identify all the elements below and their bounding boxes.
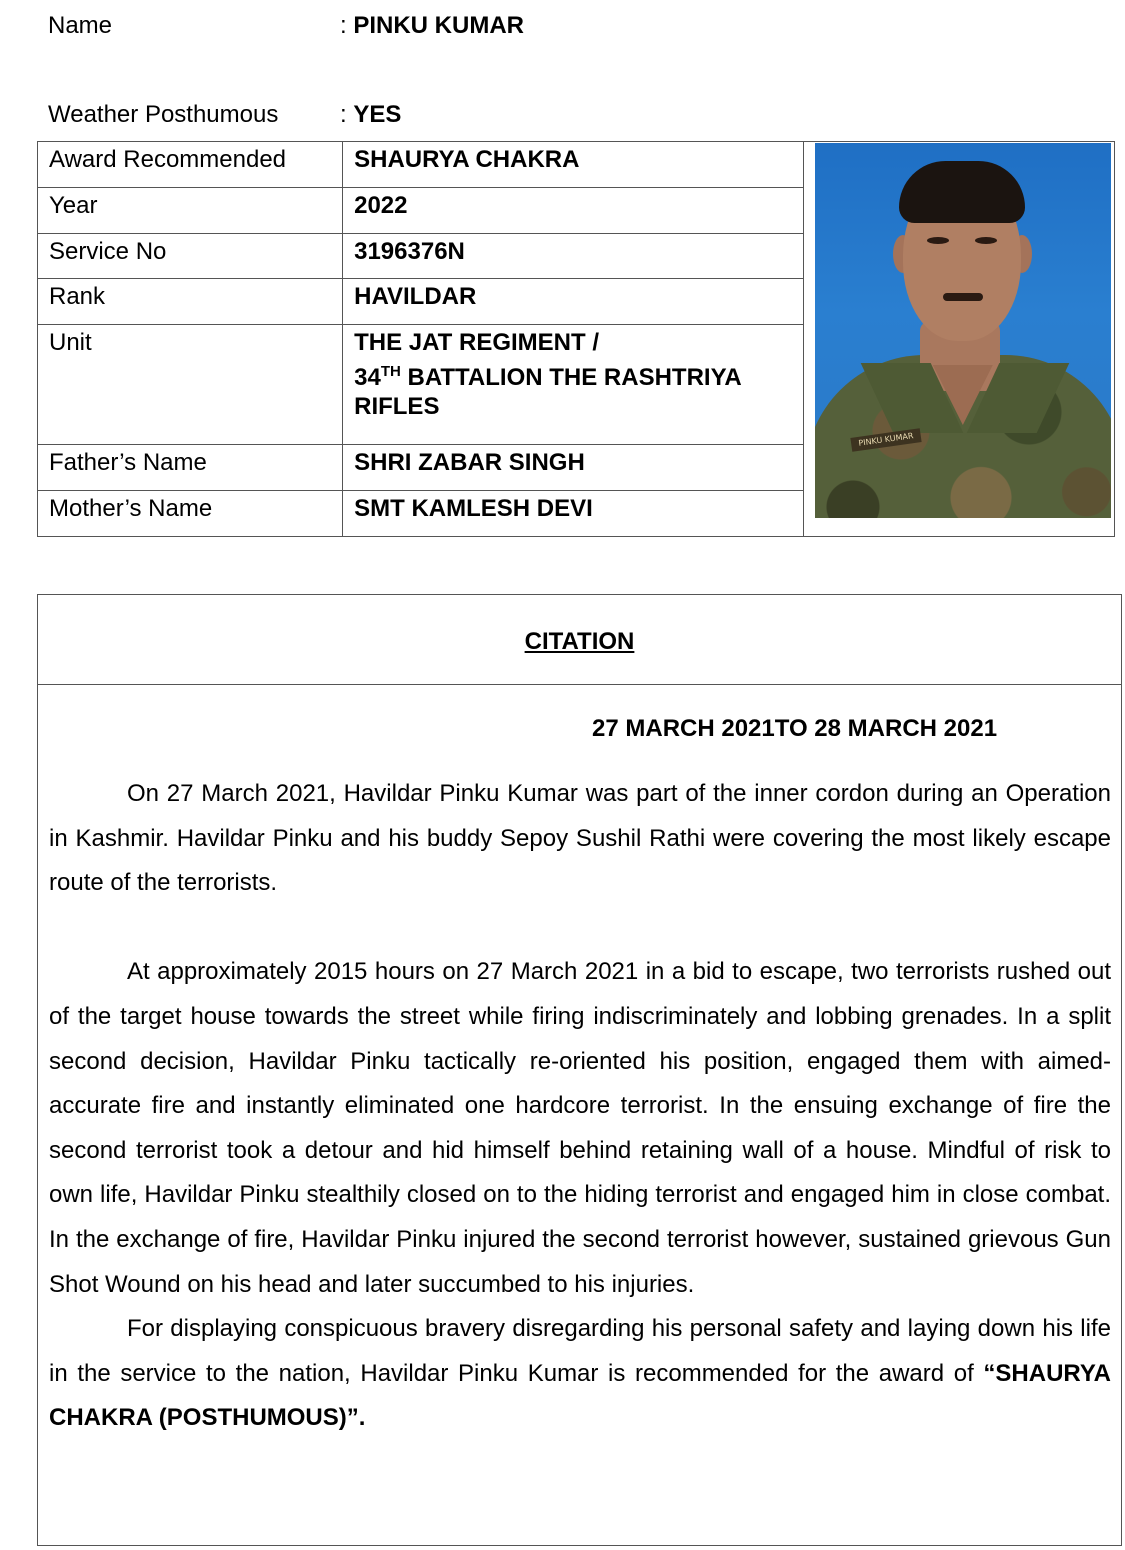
mother-name-label: Mother’s Name <box>38 491 343 537</box>
citation-box <box>37 594 1122 1546</box>
unit-value <box>343 325 804 445</box>
unit-line-3: RIFLES <box>354 393 440 420</box>
posthumous-colon: : <box>340 101 354 128</box>
citation-paragraph-3: For displaying conspicuous bravery disregarding his personal safety and laying down his life in the service to the nation, Havildar Pinku Kumar is recommended for the award of “SHAURYA CHAKRA (POSTHUMOUS)”. <box>49 1315 1111 1432</box>
rank-value: HAVILDAR <box>343 279 804 325</box>
citation-paragraph-1: On 27 March 2021, Havildar Pinku Kumar was part of the inner cordon during an Operation in Kashmir. Havildar Pinku and his buddy Sepoy Sushil Rathi were covering the most likely escape route of the terrorists. <box>49 780 1111 897</box>
photo-name-tag: PINKU KUMAR <box>850 428 921 452</box>
father-name-label: Father’s Name <box>38 445 343 491</box>
citation-award-text: “SHAURYA CHAKRA (POSTHUMOUS)”. <box>49 1359 1111 1432</box>
award-value: SHAURYA CHAKRA <box>343 142 804 188</box>
year-label: Year <box>38 188 343 234</box>
citation-body <box>49 772 1111 1441</box>
table-row <box>38 142 1115 188</box>
unit-line-1: THE JAT REGIMENT / <box>354 329 600 356</box>
name-label: Name <box>48 12 113 39</box>
photo-cell <box>803 142 1114 537</box>
year-value: 2022 <box>343 188 804 234</box>
rank-label: Rank <box>38 279 343 325</box>
posthumous-value-wrap <box>340 101 401 129</box>
posthumous-label: Weather Posthumous <box>48 101 279 128</box>
posthumous-value: YES <box>353 101 402 128</box>
unit-line-2: 34TH BATTALION THE RASHTRIYA <box>354 363 742 391</box>
soldier-photo <box>815 143 1111 518</box>
citation-date-range: 27 MARCH 2021TO 28 MARCH 2021 <box>592 715 998 742</box>
name-colon: : <box>340 12 354 39</box>
citation-heading: CITATION <box>38 595 1121 685</box>
award-label: Award Recommended <box>38 142 343 188</box>
citation-paragraph-2: At approximately 2015 hours on 27 March 2021 in a bid to escape, two terrorists rushed out of the target house towards the street while firing indiscriminately and lobbing grenades. In a split second decision, Havildar Pinku tactically re-oriented his position, engaged them with aimed-accurate fire and instantly eliminated one hardcore terrorist. In the ensuing exchange of fire the second terrorist took a detour and hid himself behind retaining wall of a house. Mindful of risk to own life, Havildar Pinku stealthily closed on to the hiding terrorist and engaged him in close combat. In the exchange of fire, Havildar Pinku injured the second terrorist however, sustained grievous Gun Shot Wound on his head and later succumbed to his injuries. <box>49 958 1111 1298</box>
details-table <box>37 141 1115 537</box>
service-no-label: Service No <box>38 234 343 279</box>
mother-name-value: SMT KAMLESH DEVI <box>343 491 804 537</box>
name-value-wrap <box>340 12 524 40</box>
name-value: PINKU KUMAR <box>353 12 525 39</box>
service-no-value: 3196376N <box>343 234 804 279</box>
father-name-value: SHRI ZABAR SINGH <box>343 445 804 491</box>
unit-label: Unit <box>38 325 343 445</box>
